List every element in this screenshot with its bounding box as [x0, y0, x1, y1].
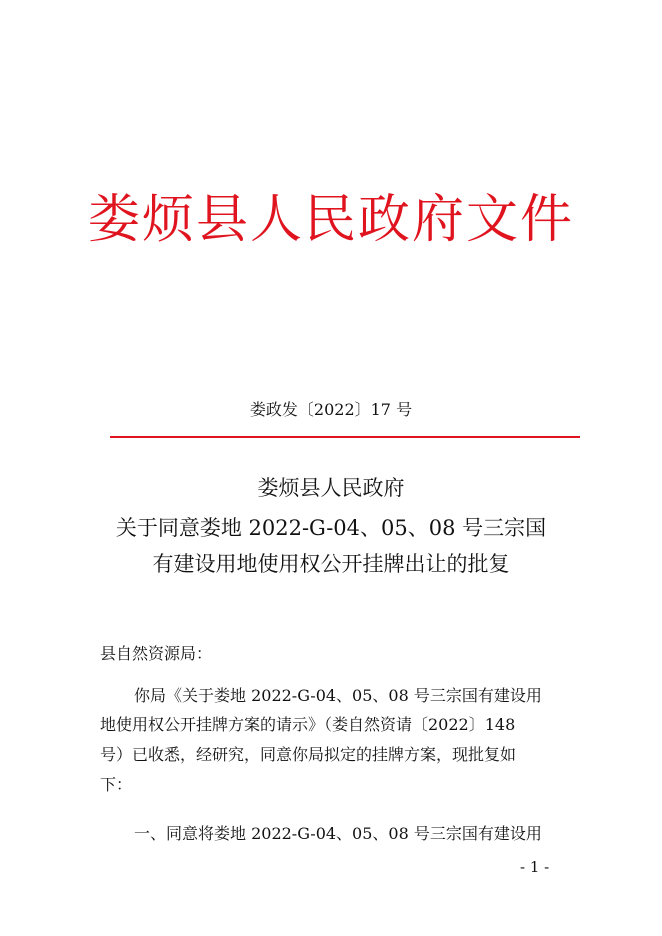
issuer-masthead: 娄烦县人民政府文件: [87, 190, 574, 250]
page-number: - 1 -: [520, 858, 550, 876]
body-line-5: 一、同意将娄地 2022-G-04、05、08 号三宗国有建设用: [134, 824, 542, 843]
red-separator-rule: [110, 436, 580, 438]
body-line-4: 下：: [100, 775, 133, 794]
body-line-1: 你局《关于娄地 2022-G-04、05、08 号三宗国有建设用: [134, 686, 542, 705]
document-number: 娄政发〔2022〕17 号: [249, 400, 413, 419]
title-line-3: 有建设用地使用权公开挂牌出让的批复: [152, 552, 510, 576]
body-line-2: 地使用权公开挂牌方案的请示》（娄自然资请〔2022〕148: [100, 715, 516, 734]
addressee: 县自然资源局：: [100, 644, 213, 663]
title-line-1: 娄烦县人民政府: [257, 476, 405, 500]
body-line-3: 号）已收悉，经研究，同意你局拟定的挂牌方案，现批复如: [100, 745, 517, 764]
title-line-2: 关于同意娄地 2022-G-04、05、08 号三宗国: [115, 516, 547, 540]
